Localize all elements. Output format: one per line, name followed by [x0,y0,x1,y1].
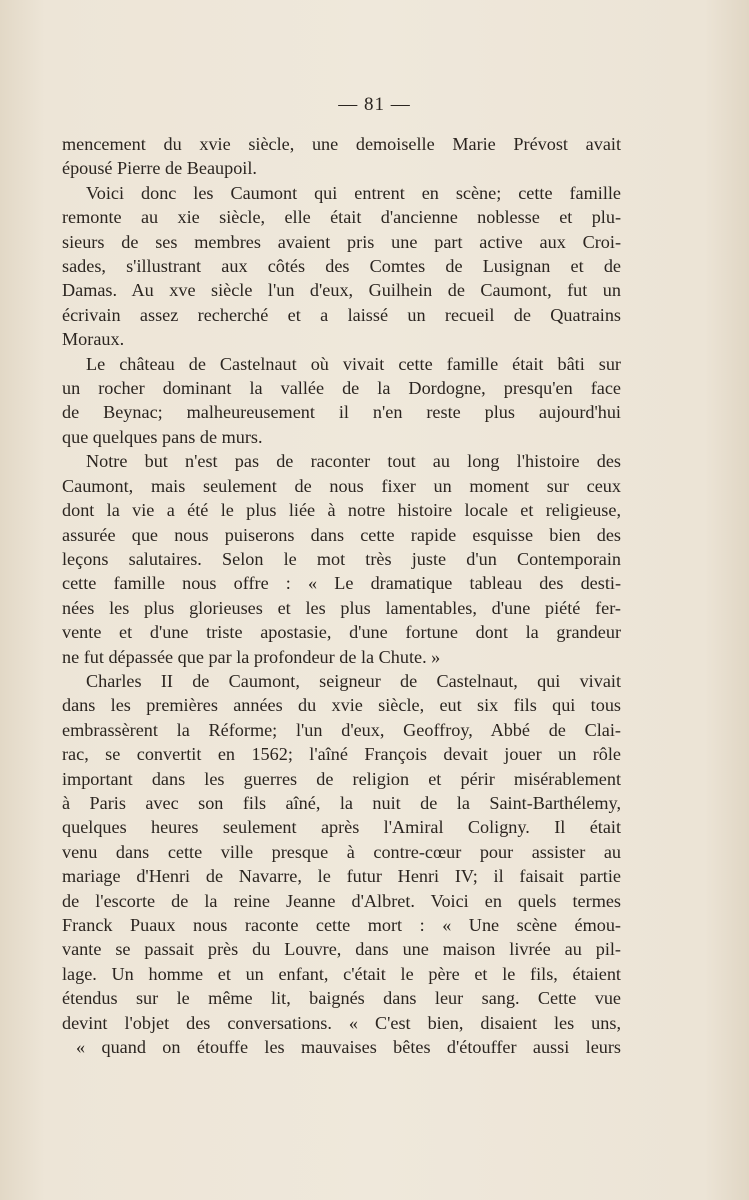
text-line: Notre but n'est pas de raconter tout au long l'histoire des [86,451,621,472]
page-number: — 81 — [338,94,411,115]
text-line: important dans les guerres de religion et périr misérablement [62,768,621,789]
text-line: Charles II de Caumont, seigneur de Castelnaut, qui vivait [86,670,621,691]
text-line: vante se passait près du Louvre, dans une maison livrée au pil- [62,939,621,960]
text-line: assurée que nous puiserons dans cette rapide esquisse bien des [62,524,621,545]
text-line: à Paris avec son fils aîné, la nuit de la Saint-Barthélemy, [62,792,621,813]
text-line: mencement du xvie siècle, une demoiselle Marie Prévost avait [62,134,621,154]
text-line: Le château de Castelnaut où vivait cette famille était bâti sur [86,353,621,374]
text-line: Moraux. [62,329,125,350]
text-line: écrivain assez recherché et a laissé un recueil de Quatrains [62,304,621,325]
text-line: vente et d'une triste apostasie, d'une fortune dont la grandeur [62,622,621,643]
text-line: étendus sur le même lit, baignés dans leur sang. Cette vue [62,988,621,1009]
text-line: cette famille nous offre : « Le dramatique tableau des desti- [62,573,621,594]
text-line: Franck Puaux nous raconte cette mort : « Une scène émou- [62,915,621,935]
text-line: dans les premières années du xvie siècle, eut six fils qui tous [62,695,621,716]
text-line: remonte au xie siècle, elle était d'ancienne noblesse et plu- [62,207,621,228]
text-line: ne fut dépassée que par la profondeur de la Chute. » [62,646,441,667]
text-line: lage. Un homme et un enfant, c'était le père et le fils, étaient [62,963,621,984]
text-line: sades, s'illustrant aux côtés des Comtes de Lusignan et de [62,256,621,277]
text-line: devint l'objet des conversations. « C'est bien, disaient les uns, [62,1012,621,1033]
text-line: de Beynac; malheureusement il n'en reste plus aujourd'hui [62,402,621,423]
text-line: mariage d'Henri de Navarre, le futur Henri IV; il faisait partie [62,866,621,887]
text-line: de l'escorte de la reine Jeanne d'Albret. Voici en quels termes [62,890,621,911]
body-text [62,132,621,1059]
text-line: sieurs de ses membres avaient pris une part active aux Croi- [62,231,621,252]
text-line: « quand on étouffe les mauvaises bêtes d'étouffer aussi leurs [76,1037,621,1058]
text-line: Voici donc les Caumont qui entrent en scène; cette famille [86,182,621,203]
text-line: leçons salutaires. Selon le mot très juste d'un Contemporain [62,548,621,569]
text-line: rac, se convertit en 1562; l'aîné François devait jouer un rôle [62,744,621,765]
text-line: dont la vie a été le plus liée à notre histoire locale et religieuse, [62,500,621,521]
text-line: quelques heures seulement après l'Amiral Coligny. Il était [62,817,621,838]
text-line: que quelques pans de murs. [62,426,263,447]
text-line: venu dans cette ville presque à contre-cœur pour assister au [62,841,621,862]
text-line: Damas. Au xve siècle l'un d'eux, Guilhein de Caumont, fut un [62,280,621,301]
text-line: nées les plus glorieuses et les plus lamentables, d'une piété fer- [62,597,621,618]
text-line: embrassèrent la Réforme; l'un d'eux, Geoffroy, Abbé de Clai- [62,719,621,740]
text-line: Caumont, mais seulement de nous fixer un moment sur ceux [62,475,621,496]
text-line: épousé Pierre de Beaupoil. [62,158,257,179]
text-line: un rocher dominant la vallée de la Dordogne, presqu'en face [62,378,621,399]
